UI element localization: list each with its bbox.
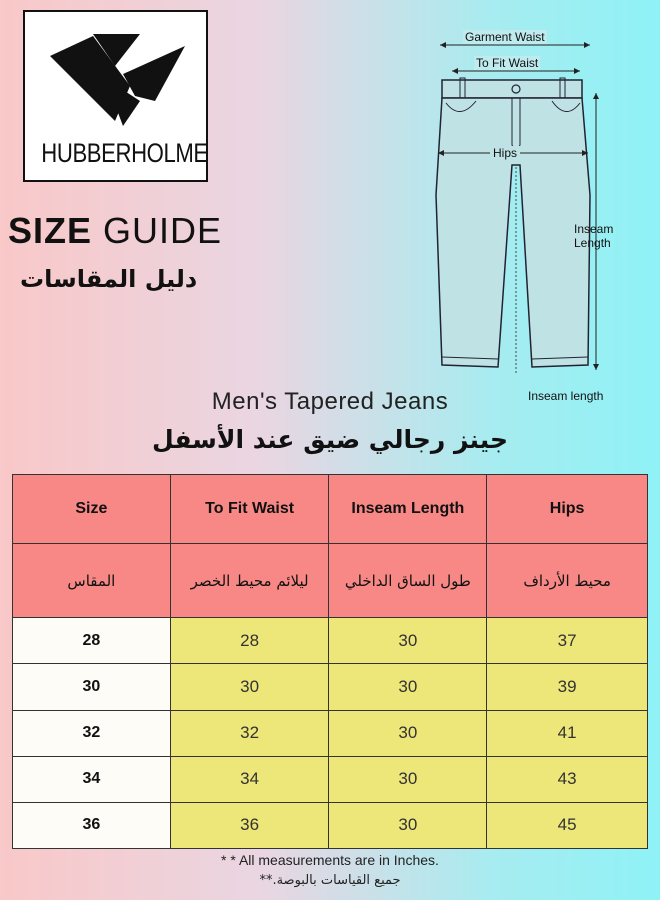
product-name-arabic: جينز رجالي ضيق عند الأسفل [152,425,508,454]
size-guide-title [8,210,222,252]
cell-inseam: 30 [329,710,487,756]
table-row [13,802,648,848]
size-table [12,474,648,849]
cell-inseam: 30 [329,664,487,710]
table-header-row [13,475,648,544]
measurement-note-arabic: جميع القياسات بالبوصة.** [259,873,401,888]
cell-size: 32 [13,710,171,756]
measurement-note: * * All measurements are in Inches. [221,852,439,868]
cell-hips: 37 [487,618,648,664]
cell-size: 34 [13,756,171,802]
table-row [13,618,648,664]
cell-waist: 28 [170,618,329,664]
title-size: SIZE [8,210,93,251]
header-inseam-length: Inseam Length [329,475,487,544]
jeans-diagram [420,25,650,405]
table-row [13,664,648,710]
header-hips: Hips [487,475,648,544]
header-size-arabic: المقاس [13,544,171,618]
label-inseam-length-1: Inseam [574,222,614,236]
table-header-row-arabic [13,544,648,618]
cell-size: 30 [13,664,171,710]
header-inseam-length-arabic: طول الساق الداخلي [329,544,487,618]
cell-waist: 32 [170,710,329,756]
label-inseam-length-bottom: Inseam length [528,389,604,403]
title-guide: GUIDE [103,210,223,251]
table-row [13,756,648,802]
header-hips-arabic: محيط الأرداف [487,544,648,618]
cell-size: 28 [13,618,171,664]
product-name: Men's Tapered Jeans [211,388,449,415]
cell-waist: 36 [170,802,329,848]
cell-inseam: 30 [329,618,487,664]
brand-name: HUBBERHOLME [41,138,208,168]
table-row [13,710,648,756]
cell-waist: 34 [170,756,329,802]
label-garment-waist: Garment Waist [465,30,545,44]
cell-hips: 41 [487,710,648,756]
cell-hips: 43 [487,756,648,802]
header-size: Size [13,475,171,544]
header-to-fit-waist-arabic: ليلائم محيط الخصر [170,544,329,618]
cell-inseam: 30 [329,802,487,848]
brand-logo [23,10,208,182]
cell-hips: 39 [487,664,648,710]
label-hips: Hips [490,146,520,160]
header-to-fit-waist: To Fit Waist [170,475,329,544]
cell-waist: 30 [170,664,329,710]
label-inseam-length-2: Length [574,236,611,250]
size-guide-title-arabic: دليل المقاسات [20,265,198,293]
cell-inseam: 30 [329,756,487,802]
cell-hips: 45 [487,802,648,848]
brand-emblem-icon [45,26,190,131]
label-to-fit-waist: To Fit Waist [476,56,539,70]
jeans-outline-icon [420,25,650,405]
cell-size: 36 [13,802,171,848]
